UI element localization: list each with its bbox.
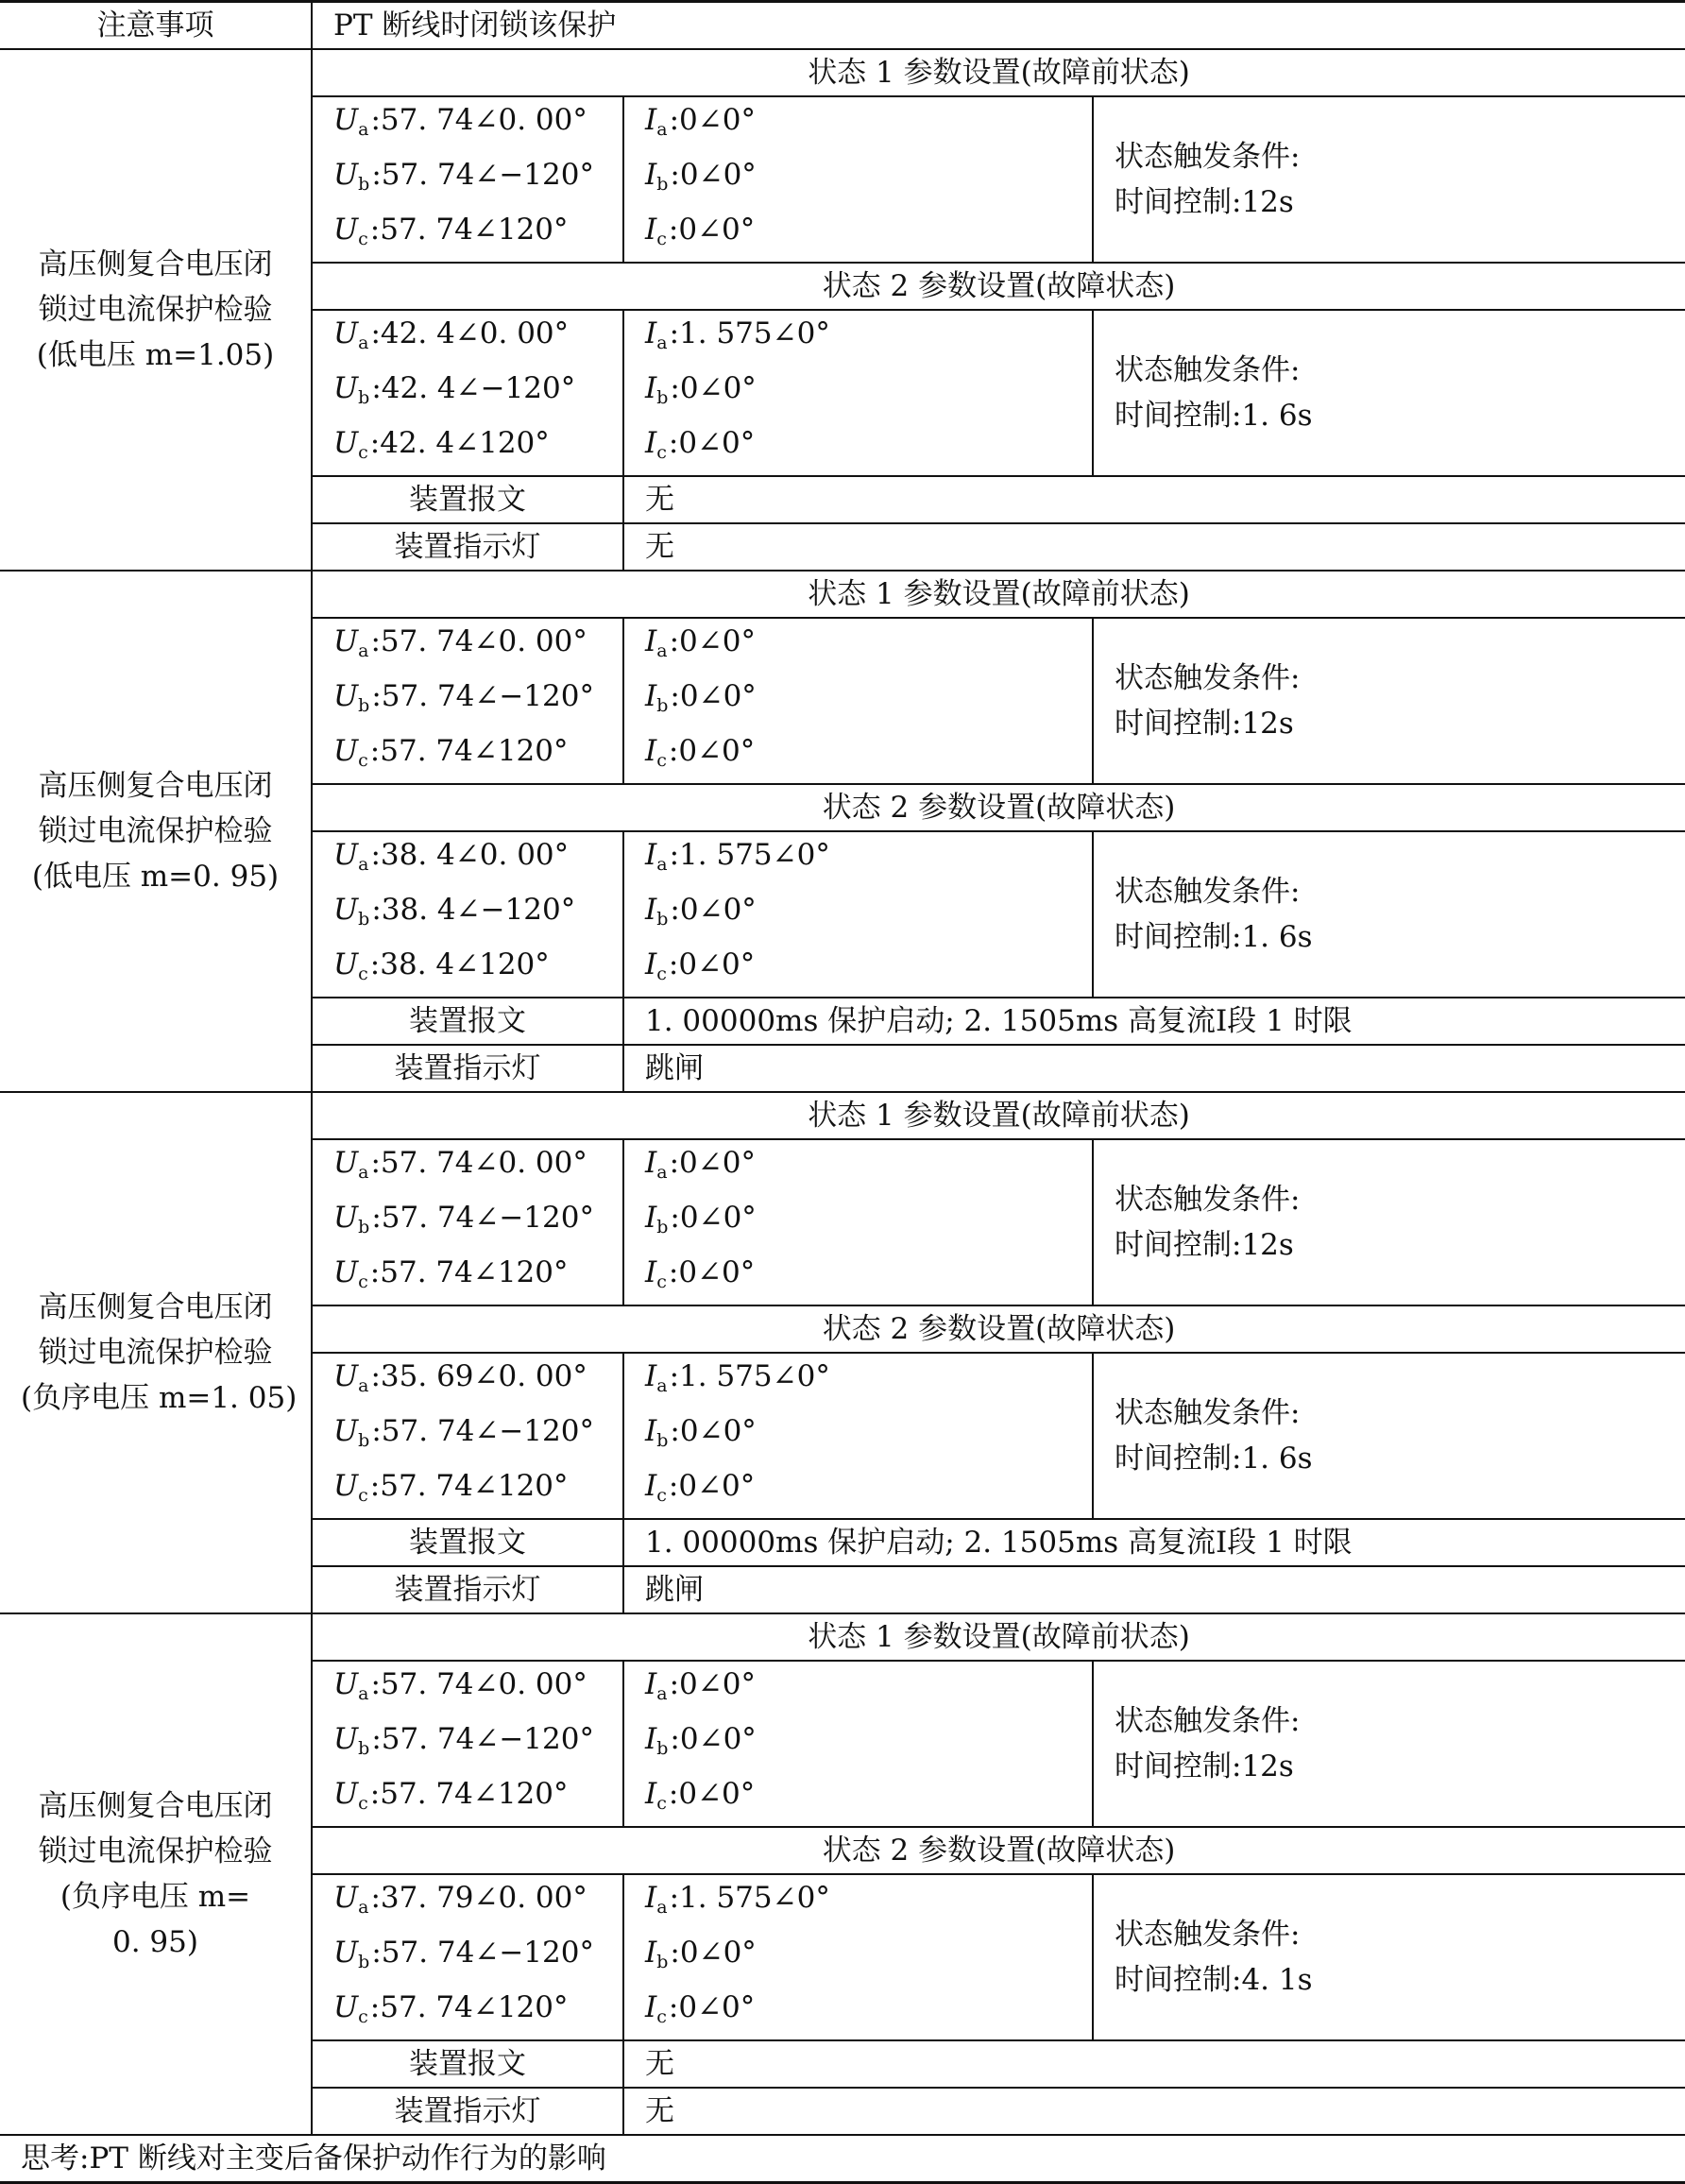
voltage-value: :57. 74∠−120° (371, 1722, 594, 1756)
voltage-symbol: U (333, 679, 359, 713)
current-phase: c (656, 1271, 667, 1292)
voltage-value: :57. 74∠0. 00° (370, 624, 587, 658)
group-label (0, 1092, 312, 1613)
current-cell (623, 831, 1093, 998)
voltage-phase: b (358, 695, 370, 716)
voltage-symbol: U (333, 1469, 359, 1503)
trigger-title: 状态触发条件: (1115, 875, 1301, 909)
report-value: 无 (623, 2040, 1685, 2088)
voltage-symbol: U (333, 1990, 359, 2024)
voltage-cell (312, 96, 623, 263)
voltage-symbol: U (333, 1201, 359, 1235)
current-value: :1. 575∠0° (669, 838, 830, 872)
indicator-label: 装置指示灯 (312, 1566, 623, 1613)
voltage-symbol: U (333, 624, 359, 658)
current-symbol: I (645, 213, 657, 247)
current-phase: a (656, 1897, 668, 1918)
voltage-symbol: U (333, 1936, 359, 1970)
current-value: :0∠0° (670, 1414, 757, 1448)
voltage-symbol: U (333, 1722, 359, 1756)
trigger-time: 时间控制:12s (1115, 185, 1294, 219)
trigger-title: 状态触发条件: (1115, 1183, 1301, 1217)
voltage-symbol: U (333, 1777, 359, 1811)
current-symbol: I (645, 947, 657, 981)
current-phase: b (656, 1217, 669, 1237)
voltage-symbol: U (333, 103, 359, 137)
voltage-phase: a (358, 640, 369, 661)
trigger-cell (1093, 831, 1685, 998)
current-line (645, 1195, 1071, 1250)
voltage-symbol: U (333, 158, 359, 192)
voltage-line (333, 1408, 602, 1463)
current-value: :0∠0° (668, 1469, 756, 1503)
trigger-title: 状态触发条件: (1115, 1396, 1301, 1430)
current-symbol: I (645, 1667, 657, 1701)
voltage-cell (312, 1353, 623, 1519)
current-symbol: I (645, 1201, 657, 1235)
group-label (0, 1613, 312, 2135)
current-cell (623, 96, 1093, 263)
trigger-time: 时间控制:12s (1115, 707, 1294, 741)
current-cell (623, 1353, 1093, 1519)
trigger-title: 状态触发条件: (1115, 1918, 1301, 1952)
voltage-line (333, 1250, 602, 1305)
state1-title: 状态 1 参数设置(故障前状态) (312, 49, 1685, 96)
header-row (0, 2, 1685, 50)
voltage-symbol: U (333, 1881, 359, 1915)
state2-title: 状态 2 参数设置(故障状态) (312, 784, 1685, 831)
trigger-time: 时间控制:1. 6s (1115, 920, 1313, 954)
voltage-phase: b (358, 1952, 370, 1972)
group-label (0, 571, 312, 1092)
report-value: 无 (623, 476, 1685, 523)
voltage-symbol: U (333, 838, 359, 872)
current-value: :0∠0° (668, 947, 756, 981)
voltage-phase: c (358, 1271, 368, 1292)
group-label-line: 锁过电流保护检验 (38, 293, 273, 327)
current-symbol: I (645, 624, 657, 658)
voltage-line (333, 942, 602, 997)
trigger-title: 状态触发条件: (1115, 140, 1301, 174)
current-phase: c (656, 442, 667, 463)
voltage-value: :57. 74∠120° (369, 1469, 569, 1503)
voltage-value: :35. 69∠0. 00° (370, 1359, 587, 1393)
voltage-line (333, 97, 602, 152)
voltage-line (333, 1985, 602, 2039)
report-value: 1. 00000ms 保护启动; 2. 1505ms 高复流Ⅰ段 1 时限 (623, 1519, 1685, 1566)
trigger-time: 时间控制:1. 6s (1115, 1442, 1313, 1476)
voltage-symbol: U (333, 316, 359, 350)
trigger-time: 时间控制:12s (1115, 1228, 1294, 1262)
current-symbol: I (645, 1936, 657, 1970)
voltage-line (333, 1463, 602, 1518)
current-line (645, 832, 1071, 887)
voltage-value: :42. 4∠−120° (371, 371, 576, 405)
trigger-time: 时间控制:1. 6s (1115, 399, 1313, 433)
voltage-value: :57. 74∠120° (369, 213, 569, 247)
state1-title: 状态 1 参数设置(故障前状态) (312, 1613, 1685, 1661)
voltage-phase: a (358, 854, 369, 875)
voltage-line (333, 1195, 602, 1250)
report-label: 装置报文 (312, 998, 623, 1045)
state2-title: 状态 2 参数设置(故障状态) (312, 1305, 1685, 1353)
trigger-cell (1093, 618, 1685, 784)
group-label-line: (低电压 m=1.05) (36, 338, 275, 372)
current-symbol: I (645, 158, 657, 192)
voltage-symbol: U (333, 1414, 359, 1448)
current-line (645, 366, 1071, 420)
voltage-line (333, 1662, 602, 1716)
voltage-line (333, 366, 602, 420)
group-label-line: 锁过电流保护检验 (38, 1336, 273, 1370)
voltage-line (333, 887, 602, 942)
current-value: :0∠0° (670, 679, 757, 713)
current-phase: a (656, 1683, 668, 1704)
voltage-value: :42. 4∠0. 00° (370, 316, 570, 350)
current-value: :0∠0° (669, 1146, 756, 1180)
current-phase: a (656, 854, 668, 875)
voltage-line (333, 1875, 602, 1930)
state2-title: 状态 2 参数设置(故障状态) (312, 263, 1685, 310)
current-phase: b (656, 1738, 669, 1759)
current-symbol: I (645, 1359, 657, 1393)
voltage-symbol: U (333, 371, 359, 405)
header-value: PT 断线时闭锁该保护 (312, 2, 1685, 50)
voltage-value: :57. 74∠0. 00° (370, 1667, 587, 1701)
current-line (645, 1875, 1071, 1930)
voltage-value: :38. 4∠−120° (371, 893, 576, 927)
voltage-symbol: U (333, 734, 359, 768)
trigger-title: 状态触发条件: (1115, 353, 1301, 387)
current-cell (623, 618, 1093, 784)
voltage-phase: a (358, 1375, 369, 1396)
voltage-phase: c (358, 964, 368, 984)
current-line (645, 1140, 1071, 1195)
voltage-line (333, 207, 602, 262)
voltage-value: :57. 74∠−120° (371, 1936, 594, 1970)
current-value: :0∠0° (669, 1667, 756, 1701)
voltage-line (333, 420, 602, 475)
footer-note: 思考:PT 断线对主变后备保护动作行为的影响 (0, 2135, 1685, 2183)
voltage-symbol: U (333, 213, 359, 247)
current-line (645, 97, 1071, 152)
voltage-symbol: U (333, 1255, 359, 1289)
trigger-time: 时间控制:4. 1s (1115, 1963, 1313, 1997)
voltage-phase: b (358, 1430, 370, 1451)
current-symbol: I (645, 1881, 657, 1915)
current-symbol: I (645, 426, 657, 460)
group-label-line: 锁过电流保护检验 (38, 814, 273, 848)
voltage-cell (312, 310, 623, 476)
voltage-line (333, 1771, 602, 1826)
voltage-value: :38. 4∠120° (369, 947, 550, 981)
current-symbol: I (645, 103, 657, 137)
current-value: :0∠0° (668, 1990, 756, 2024)
trigger-cell (1093, 1661, 1685, 1827)
trigger-cell (1093, 96, 1685, 263)
voltage-phase: b (358, 1738, 370, 1759)
current-symbol: I (645, 1414, 657, 1448)
voltage-phase: a (358, 119, 369, 140)
group-label-line: (负序电压 m= (60, 1880, 251, 1914)
current-line (645, 674, 1071, 728)
voltage-phase: a (358, 1683, 369, 1704)
current-value: :0∠0° (669, 103, 756, 137)
voltage-cell (312, 1139, 623, 1305)
voltage-phase: a (358, 1897, 369, 1918)
voltage-line (333, 619, 602, 674)
current-value: :0∠0° (670, 371, 757, 405)
group-label-line: 0. 95) (112, 1925, 198, 1959)
state1-row (0, 49, 1685, 96)
trigger-cell (1093, 1353, 1685, 1519)
current-cell (623, 1661, 1093, 1827)
voltage-value: :57. 74∠120° (369, 1990, 569, 2024)
current-phase: b (656, 174, 669, 195)
header-label: 注意事项 (0, 2, 312, 50)
voltage-cell (312, 1661, 623, 1827)
voltage-symbol: U (333, 426, 359, 460)
current-symbol: I (645, 371, 657, 405)
current-cell (623, 1874, 1093, 2040)
indicator-label: 装置指示灯 (312, 523, 623, 571)
current-value: :0∠0° (668, 734, 756, 768)
current-phase: c (656, 1485, 667, 1506)
voltage-symbol: U (333, 893, 359, 927)
current-value: :1. 575∠0° (669, 316, 830, 350)
voltage-phase: b (358, 174, 370, 195)
voltage-line (333, 832, 602, 887)
current-value: :0∠0° (670, 1201, 757, 1235)
group-label-line: 高压侧复合电压闭 (38, 1789, 273, 1823)
voltage-cell (312, 1874, 623, 2040)
current-phase: b (656, 1952, 669, 1972)
current-line (645, 420, 1071, 475)
current-line (645, 887, 1071, 942)
current-phase: a (656, 119, 668, 140)
voltage-symbol: U (333, 1667, 359, 1701)
current-symbol: I (645, 838, 657, 872)
voltage-line (333, 674, 602, 728)
voltage-value: :57. 74∠120° (369, 734, 569, 768)
current-symbol: I (645, 1990, 657, 2024)
voltage-cell (312, 618, 623, 784)
voltage-value: :38. 4∠0. 00° (370, 838, 570, 872)
voltage-value: :57. 74∠−120° (371, 158, 594, 192)
group-label-line: 高压侧复合电压闭 (38, 1290, 273, 1324)
current-phase: b (656, 695, 669, 716)
voltage-phase: c (358, 1793, 368, 1814)
current-symbol: I (645, 1469, 657, 1503)
current-line (645, 619, 1071, 674)
indicator-value: 跳闸 (623, 1566, 1685, 1613)
voltage-symbol: U (333, 1146, 359, 1180)
report-label: 装置报文 (312, 1519, 623, 1566)
current-value: :0∠0° (668, 426, 756, 460)
current-symbol: I (645, 1777, 657, 1811)
trigger-cell (1093, 1874, 1685, 2040)
voltage-value: :57. 74∠−120° (371, 1201, 594, 1235)
current-value: :1. 575∠0° (669, 1359, 830, 1393)
current-phase: a (656, 640, 668, 661)
voltage-line (333, 1716, 602, 1771)
group-label-line: (低电压 m=0. 95) (31, 860, 280, 894)
state1-title: 状态 1 参数设置(故障前状态) (312, 571, 1685, 618)
current-symbol: I (645, 1722, 657, 1756)
voltage-value: :42. 4∠120° (369, 426, 550, 460)
voltage-value: :57. 74∠−120° (371, 679, 594, 713)
current-value: :0∠0° (670, 158, 757, 192)
voltage-phase: a (358, 333, 369, 353)
group-label-line: 高压侧复合电压闭 (38, 769, 273, 803)
group-label-line: (负序电压 m=1. 05) (21, 1381, 298, 1415)
current-symbol: I (645, 893, 657, 927)
current-phase: b (656, 1430, 669, 1451)
current-line (645, 1408, 1071, 1463)
current-cell (623, 310, 1093, 476)
group-label-line: 高压侧复合电压闭 (38, 247, 273, 282)
current-line (645, 1930, 1071, 1985)
state1-title: 状态 1 参数设置(故障前状态) (312, 1092, 1685, 1139)
current-value: :0∠0° (670, 1722, 757, 1756)
indicator-value: 无 (623, 523, 1685, 571)
voltage-line (333, 728, 602, 783)
voltage-line (333, 152, 602, 207)
current-symbol: I (645, 679, 657, 713)
voltage-cell (312, 831, 623, 998)
current-symbol: I (645, 1146, 657, 1180)
voltage-phase: b (358, 1217, 370, 1237)
current-phase: c (656, 2006, 667, 2027)
current-line (645, 152, 1071, 207)
group-label-line: 锁过电流保护检验 (38, 1834, 273, 1868)
voltage-line (333, 311, 602, 366)
current-line (645, 1985, 1071, 2039)
report-label: 装置报文 (312, 476, 623, 523)
current-phase: c (656, 229, 667, 249)
current-line (645, 207, 1071, 262)
current-phase: a (656, 1375, 668, 1396)
trigger-title: 状态触发条件: (1115, 1704, 1301, 1738)
voltage-line (333, 1140, 602, 1195)
current-phase: c (656, 750, 667, 771)
voltage-line (333, 1354, 602, 1408)
current-line (645, 311, 1071, 366)
current-symbol: I (645, 1255, 657, 1289)
voltage-phase: c (358, 229, 368, 249)
report-value: 1. 00000ms 保护启动; 2. 1505ms 高复流Ⅰ段 1 时限 (623, 998, 1685, 1045)
indicator-label: 装置指示灯 (312, 2088, 623, 2135)
voltage-value: :57. 74∠0. 00° (370, 103, 587, 137)
current-line (645, 1716, 1071, 1771)
state1-row (0, 1613, 1685, 1661)
current-phase: c (656, 1793, 667, 1814)
current-phase: a (656, 1162, 668, 1183)
voltage-symbol: U (333, 947, 359, 981)
state1-row (0, 571, 1685, 618)
current-line (645, 1662, 1071, 1716)
indicator-value: 跳闸 (623, 1045, 1685, 1092)
voltage-phase: b (358, 909, 370, 930)
current-phase: c (656, 964, 667, 984)
current-value: :0∠0° (670, 893, 757, 927)
current-line (645, 1250, 1071, 1305)
current-cell (623, 1139, 1093, 1305)
state1-row (0, 1092, 1685, 1139)
current-value: :0∠0° (668, 1777, 756, 1811)
current-line (645, 1463, 1071, 1518)
current-line (645, 942, 1071, 997)
footer-row (0, 2135, 1685, 2183)
voltage-value: :37. 79∠0. 00° (370, 1881, 587, 1915)
current-line (645, 1354, 1071, 1408)
current-phase: b (656, 909, 669, 930)
report-label: 装置报文 (312, 2040, 623, 2088)
current-value: :1. 575∠0° (669, 1881, 830, 1915)
current-symbol: I (645, 316, 657, 350)
voltage-value: :57. 74∠120° (369, 1777, 569, 1811)
voltage-phase: c (358, 1485, 368, 1506)
voltage-phase: c (358, 2006, 368, 2027)
voltage-value: :57. 74∠0. 00° (370, 1146, 587, 1180)
trigger-time: 时间控制:12s (1115, 1749, 1294, 1783)
voltage-phase: b (358, 387, 370, 408)
indicator-label: 装置指示灯 (312, 1045, 623, 1092)
current-value: :0∠0° (670, 1936, 757, 1970)
voltage-value: :57. 74∠120° (369, 1255, 569, 1289)
voltage-phase: a (358, 1162, 369, 1183)
current-value: :0∠0° (669, 624, 756, 658)
current-value: :0∠0° (668, 213, 756, 247)
voltage-phase: c (358, 442, 368, 463)
indicator-value: 无 (623, 2088, 1685, 2135)
current-symbol: I (645, 734, 657, 768)
current-phase: a (656, 333, 668, 353)
current-line (645, 728, 1071, 783)
voltage-line (333, 1930, 602, 1985)
trigger-cell (1093, 310, 1685, 476)
trigger-cell (1093, 1139, 1685, 1305)
state2-title: 状态 2 参数设置(故障状态) (312, 1827, 1685, 1874)
group-label (0, 49, 312, 571)
current-line (645, 1771, 1071, 1826)
trigger-title: 状态触发条件: (1115, 661, 1301, 695)
current-value: :0∠0° (668, 1255, 756, 1289)
voltage-symbol: U (333, 1359, 359, 1393)
current-phase: b (656, 387, 669, 408)
voltage-value: :57. 74∠−120° (371, 1414, 594, 1448)
voltage-phase: c (358, 750, 368, 771)
